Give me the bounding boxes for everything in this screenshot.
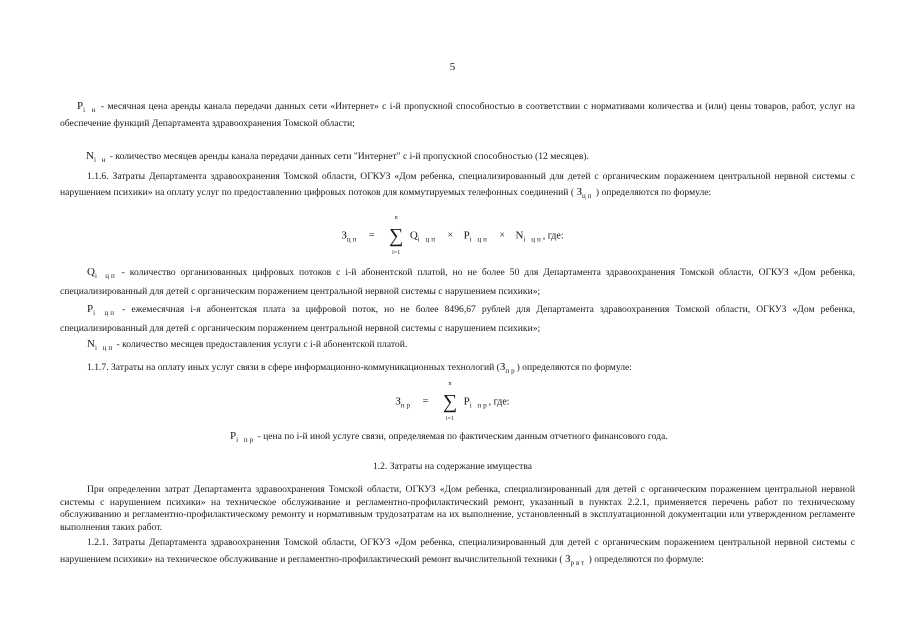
paragraph-p-icp-definition (60, 302, 855, 336)
page-number: 5 (449, 61, 456, 73)
formula-term-q: Q (409, 229, 418, 242)
times-sign: × (499, 230, 506, 242)
sum-upper-limit: n (448, 381, 452, 387)
var-subscript: i пр (236, 436, 256, 444)
formula-lhs: З (395, 395, 401, 408)
var-subscript: цп (581, 191, 594, 200)
sum-sign: ∑ n i=1 (389, 215, 404, 256)
sum-lower-limit: i=1 (445, 416, 454, 422)
formula-lhs-subscript: цп (346, 235, 359, 244)
var-subscript: пр (505, 367, 517, 375)
formula-term-p: P (463, 395, 470, 408)
times-sign: × (447, 230, 454, 242)
var-symbol: N (86, 150, 94, 162)
paragraph-p-ipr-definition (230, 430, 870, 447)
paragraph-text: 1.2.1. Затраты Департамента здравоохранения Томской области, ОГКУЗ «Дом ребенка, специализированный для детей с органическим поражением центральной нервной системы с нарушением психики» на техническое обслуживание и регламентно-профилактический ремонт вычислительной техники ( (60, 537, 855, 565)
var-symbol: P (87, 303, 94, 315)
formula-tail: , где: (542, 230, 564, 242)
var-subscript: i цп (94, 272, 117, 280)
paragraph-n-icp-definition (60, 338, 855, 355)
formula-digital-streams (0, 215, 905, 256)
paragraph-section-1-1-7 (60, 361, 855, 378)
paragraph-text: - цена по i-й иной услуге связи, определяемая по фактическим данным отчетного финансового года. (255, 431, 668, 442)
formula-term-n: N (515, 229, 524, 242)
paragraph-section-1-2-1 (60, 535, 855, 571)
section-heading: 1.2. Затраты на содержание имущества (372, 461, 533, 472)
formula-term-p-subscript: i цп (469, 235, 489, 244)
paragraph-p-in-definition (60, 100, 855, 130)
var-symbol: З (499, 361, 506, 373)
formula-term-p: P (463, 229, 470, 242)
paragraph-text: ) определяются по формуле: (516, 362, 632, 373)
paragraph-text: ) определяются по формуле: (588, 554, 704, 565)
var-subscript: i н (83, 106, 98, 114)
formula-tail: , где: (488, 396, 510, 408)
var-symbol: Q (87, 266, 95, 278)
formula-term-q-subscript: i цп (417, 235, 437, 244)
paragraph-text: - месячная цена аренды канала передачи данных сети «Интернет» с i-й пропускной способностью в соответствии с нормативами количества и (или) цены товаров, работ, услуг на обеспечение функций Департамента здравоохранения Томской области; (60, 101, 855, 129)
formula-term-p-subscript: i пр (469, 401, 489, 410)
paragraph-text: ) определяются по формуле: (595, 186, 712, 198)
var-subscript: i цп (93, 309, 117, 317)
var-subscript: i н (93, 156, 108, 164)
var-symbol: P (230, 430, 237, 442)
sum-lower-limit: i=1 (392, 250, 401, 256)
sum-upper-limit: n (394, 215, 398, 221)
formula-lhs: З (341, 229, 347, 242)
paragraph-text: - количество месяцев предоставления услуги с i-й абонентской платой. (114, 339, 408, 350)
var-symbol: P (77, 100, 84, 112)
equals-sign: = (422, 396, 429, 408)
paragraph-text: 1.1.6. Затраты Департамента здравоохранения Томской области, ОГКУЗ «Дом ребенка, специализированный для детей с органическим поражением центральной нервной системы с нарушением психики» на оплату услуг по предоставлению цифровых потоков для коммутируемых телефонных соединений ( (60, 171, 855, 198)
var-symbol: N (87, 338, 95, 350)
formula-other-services (0, 381, 905, 422)
paragraph-q-icp-definition (60, 265, 855, 299)
paragraph-text: 1.1.7. Затраты на оплату иных услуг связи в сфере информационно-коммуникационных технологий ( (87, 362, 500, 373)
paragraph-text: При определении затрат Департамента здравоохранения Томской области, ОГКУЗ «Дом ребенка, специализированный для детей с органическим поражением центральной нервной системы с нарушением психики» на техническое обслуживание и регламентно-профилактический ремонт, указанный в пунктах 2.2.1, применяется перечень работ по техническому обслуживанию и регламентно-профилактическому ремонту и нормативным трудозатратам на их выполнение, установленный в эксплуатационной документации или утвержденном регламенте выполнения таких работ. (60, 484, 855, 533)
paragraph-text: - ежемесячная i-я абонентская плата за цифровой поток, но не более 8496,67 рублей для Департамента здравоохранения Томской области, ОГКУЗ «Дом ребенка, специализированный для детей с органическим поражением центральной нервной системы с нарушением психики»; (60, 304, 855, 334)
formula-lhs-subscript: пр (400, 401, 413, 410)
paragraph-section-1-2-intro (60, 484, 855, 534)
formula-term-n-subscript: i цп (523, 235, 543, 244)
var-symbol: З (576, 185, 582, 198)
sum-sign: ∑ n i=1 (442, 381, 458, 422)
var-symbol: З (564, 553, 571, 565)
var-subscript: i цп (94, 344, 115, 352)
paragraph-section-1-1-6 (60, 169, 855, 204)
paragraph-text: - количество месяцев аренды канала передачи данных сети "Интернет" с i-й пропускной способностью (12 месяцев). (107, 151, 589, 162)
equals-sign: = (368, 230, 375, 242)
paragraph-n-in-definition (60, 150, 855, 167)
var-subscript: рвт (570, 559, 587, 567)
paragraph-text: - количество организованных цифровых потоков с i-й абонентской платой, но не более 50 для Департамента здравоохранения Томской области, ОГКУЗ «Дом ребенка, специализированный для детей с органическим поражением центральной нервной системы с нарушением психики»; (60, 267, 856, 297)
